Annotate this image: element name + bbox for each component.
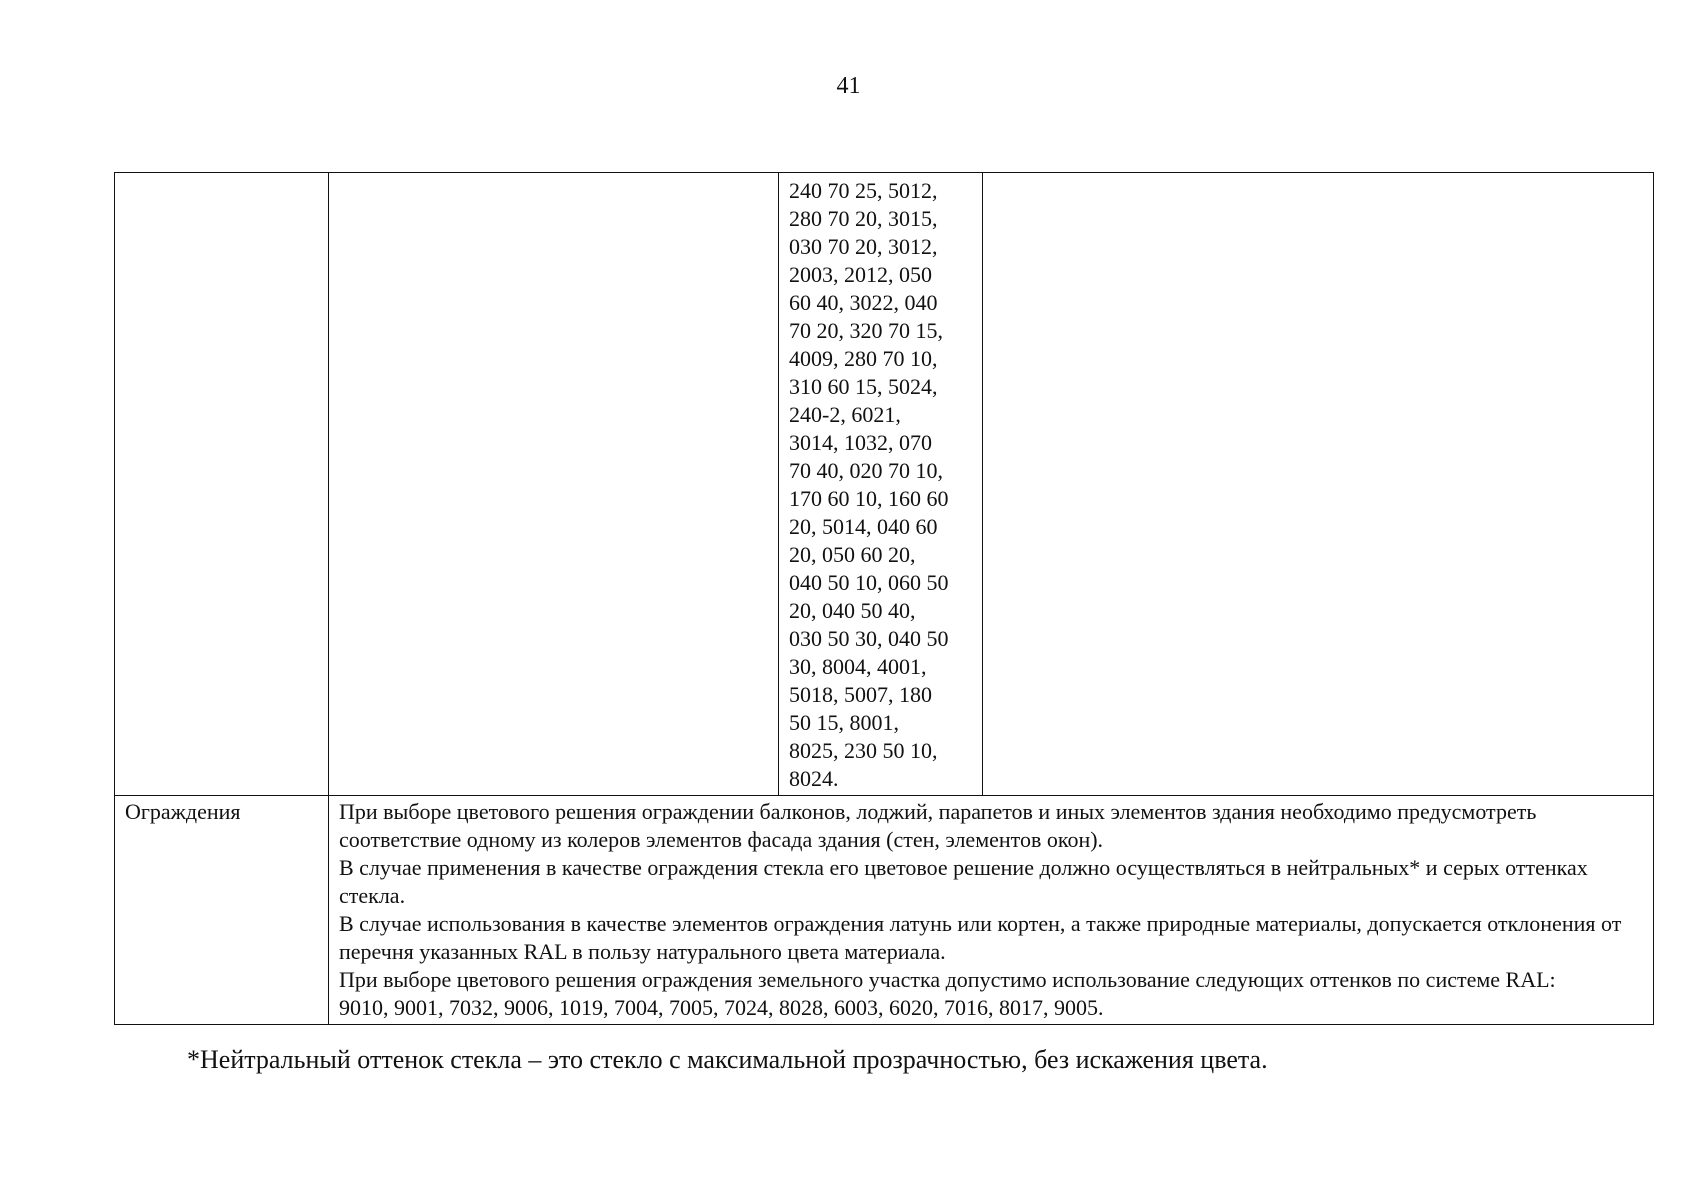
color-codes-line: 240 70 25, 5012, [789,178,938,203]
color-codes-line: 8024. [789,766,839,791]
color-codes-line: 3014, 1032, 070 [789,430,932,455]
color-codes-line: 8025, 230 50 10, [789,738,938,763]
color-codes-line: 2003, 2012, 050 [789,262,932,287]
color-codes-line: 20, 5014, 040 60 [789,514,938,539]
table-row-fences [115,796,1654,1025]
color-codes-line: 70 40, 020 70 10, [789,458,943,483]
color-codes-line: 20, 040 50 40, [789,598,916,623]
page-number: 41 [836,73,861,99]
color-codes-line: 280 70 20, 3015, [789,206,938,231]
table-cell-fences-requirements [329,796,1654,1025]
color-codes-line: 30, 8004, 4001, [789,654,927,679]
fences-paragraph: При выборе цветового решения ограждении балконов, лоджий, парапетов и иных элементов здания необходимо предусмотреть соответствие одному из колеров элементов фасада здания (стен, элементов окон). [339,799,1537,852]
fences-paragraph: При выборе цветового решения ограждения земельного участка допустимо использование следующих оттенков по системе RAL: [339,967,1556,992]
color-codes-line: 70 20, 320 70 15, [789,318,943,343]
table-cell-fences-label: Ограждения [115,796,329,1025]
table-cell-color-codes [779,173,983,796]
color-codes-line: 20, 050 60 20, [789,542,916,567]
table-row-continued [115,173,1654,796]
color-scheme-table [114,172,1654,1025]
color-codes-line: 60 40, 3022, 040 [789,290,938,315]
color-codes-line: 170 60 10, 160 60 [789,486,949,511]
color-codes-line: 040 50 10, 060 50 [789,570,949,595]
color-codes-line: 240-2, 6021, [789,402,901,427]
color-codes-line: 310 60 15, 5024, [789,374,938,399]
fences-ral-codes: 9010, 9001, 7032, 9006, 1019, 7004, 7005, 7024, 8028, 6003, 6020, 7016, 8017, 9005. [339,995,1104,1020]
fences-paragraph: В случае использования в качестве элементов ограждения латунь или кортен, а также природные материалы, допускается отклонения от перечня указанных RAL в пользу натурального цвета материала. [339,911,1622,964]
footnote: *Нейтральный оттенок стекла – это стекло с максимальной прозрачностью, без искажения цвета. [187,1045,1268,1074]
color-codes-line: 4009, 280 70 10, [789,346,938,371]
table-cell-description-empty [329,173,779,796]
table-cell-element-empty [115,173,329,796]
color-codes-line: 030 50 30, 040 50 [789,626,949,651]
color-codes-line: 5018, 5007, 180 [789,682,932,707]
fences-paragraph: В случае применения в качестве ограждения стекла его цветовое решение должно осуществляться в нейтральных* и серых оттенках стекла. [339,855,1588,908]
table-cell-notes-empty [983,173,1654,796]
color-codes-line: 50 15, 8001, [789,710,899,735]
color-codes-line: 030 70 20, 3012, [789,234,938,259]
